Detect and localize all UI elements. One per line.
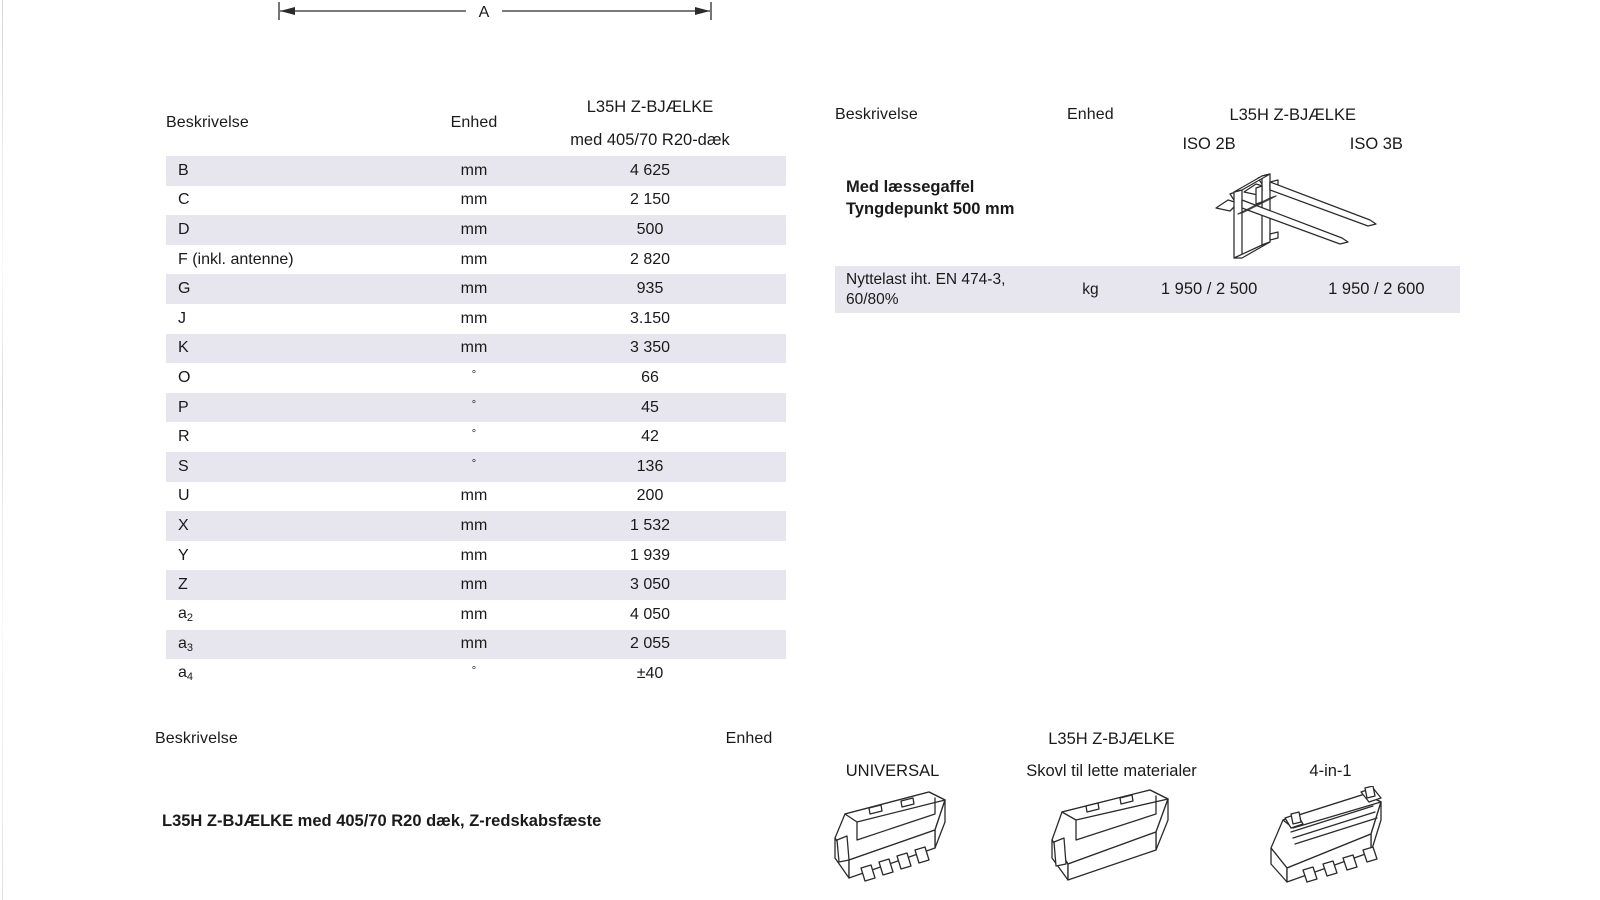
left-row-unit: mm (460, 191, 488, 209)
bottom-table-header-row-1 (155, 722, 1440, 756)
left-row-code: O (178, 368, 191, 386)
dim-arrowhead-right (695, 7, 710, 15)
left-row-value: 500 (514, 215, 786, 245)
left-row-unit: mm (460, 250, 488, 268)
left-table-row (166, 511, 786, 541)
degree-symbol-icon: ° (471, 664, 477, 677)
bottom-row-unit-empty (715, 756, 783, 886)
left-row-code: G (166, 274, 434, 304)
bottom-header-description: Beskrivelse (155, 730, 238, 747)
left-row-code: S (166, 452, 434, 482)
right-load-value-iso-2b: 1 950 / 2 500 (1125, 266, 1292, 313)
degree-symbol-icon: ° (471, 398, 477, 411)
left-table-row (166, 245, 786, 275)
left-row-unit: mm (434, 570, 514, 600)
left-row-value: 2 820 (629, 250, 671, 268)
bottom-header-attachment-light-material: Skovl til lette materialer (1026, 761, 1197, 780)
left-row-value: ±40 (636, 664, 664, 682)
left-row-value: 935 (514, 274, 786, 304)
left-table-row (166, 482, 786, 512)
left-row-value: 3 050 (514, 570, 786, 600)
left-row-unit: mm (434, 215, 514, 245)
left-row-value: 2 150 (629, 191, 671, 209)
left-row-code: $a_4$ (178, 664, 194, 684)
degree-symbol-icon: ° (471, 368, 477, 381)
left-header-description: Beskrivelse (166, 114, 249, 131)
left-table-row (166, 541, 786, 571)
right-table-header-row-2 (835, 130, 1460, 158)
left-row-unit (434, 363, 514, 393)
right-load-description (835, 266, 1055, 313)
left-row-value: 3 350 (514, 334, 786, 364)
bottom-attachment-table (155, 722, 1440, 886)
right-attachment-unit-empty (1055, 130, 1125, 266)
left-row-unit: mm (460, 309, 488, 327)
left-row-unit: mm (460, 546, 488, 564)
left-row-code: R (178, 428, 190, 446)
left-row-value: 136 (514, 452, 786, 482)
left-row-unit (434, 452, 514, 482)
left-row-value: 42 (641, 428, 659, 446)
universal-bucket-illustration (783, 786, 1002, 886)
left-header-model: L35H Z-BJÆLKE (586, 97, 714, 116)
left-header-variant: med 405/70 R20-dæk (570, 130, 730, 149)
left-row-value: 4 625 (514, 156, 786, 186)
left-table-row (166, 393, 786, 423)
left-table-row (166, 422, 786, 452)
left-row-code: X (166, 511, 434, 541)
left-row-code: U (178, 487, 190, 505)
right-header-model: L35H Z-BJÆLKE (1229, 105, 1356, 124)
left-table-row (166, 452, 786, 482)
degree-symbol-icon: ° (471, 428, 477, 441)
left-table-row (166, 659, 786, 689)
left-table-header-row-1 (166, 90, 786, 124)
degree-symbol-icon: ° (471, 457, 477, 470)
right-table-load-row (835, 266, 1460, 313)
left-row-unit (434, 422, 514, 452)
left-row-unit: mm (434, 334, 514, 364)
left-row-value: 2 055 (514, 630, 786, 660)
left-row-value: 3.150 (629, 309, 671, 327)
left-row-unit (434, 393, 514, 423)
left-row-unit: mm (434, 274, 514, 304)
left-row-code-subscript: 3 (186, 641, 194, 654)
right-load-description-line1: Nyttelast iht. EN 474-3, (846, 271, 1006, 289)
left-row-value: 4 050 (629, 605, 671, 623)
left-table-row (166, 215, 786, 245)
dimension-label-a: A (478, 4, 490, 21)
left-row-code-subscript: 4 (186, 671, 194, 684)
pallet-fork-illustration (1125, 158, 1460, 266)
right-fork-table (835, 100, 1460, 313)
right-attachment-description-line2: Tyngdepunkt 500 mm (846, 200, 1015, 218)
dim-arrowhead-left (280, 7, 295, 15)
left-row-code: Y (178, 546, 189, 564)
left-row-unit: mm (460, 487, 488, 505)
bottom-row-description: L35H Z-BJÆLKE med 405/70 R20 dæk, Z-redskabsfæste (162, 811, 602, 830)
right-attachment-description-line1: Med læssegaffel (846, 177, 975, 196)
left-table-row (166, 156, 786, 186)
left-row-code: D (166, 215, 434, 245)
left-header-unit: Enhed (450, 114, 498, 131)
left-table-row (166, 363, 786, 393)
right-header-unit: Enhed (1067, 106, 1114, 123)
left-table-row (166, 600, 786, 630)
left-row-value: 66 (641, 368, 659, 386)
left-row-code: B (166, 156, 434, 186)
left-row-unit: mm (434, 156, 514, 186)
right-header-description: Beskrivelse (835, 106, 918, 123)
left-row-code: J (178, 309, 186, 327)
left-table-row (166, 630, 786, 660)
left-spec-table (166, 90, 786, 689)
bottom-header-attachment-universal: UNIVERSAL (845, 761, 940, 780)
left-row-code: C (178, 191, 190, 209)
left-row-value: 1 939 (629, 546, 671, 564)
left-table-row (166, 274, 786, 304)
right-header-iso-2b: ISO 2B (1182, 134, 1236, 153)
left-row-code-subscript: 2 (186, 612, 194, 625)
bottom-header-unit: Enhed (725, 730, 773, 747)
light-material-bucket-illustration (1002, 786, 1221, 886)
left-row-unit: mm (434, 511, 514, 541)
left-table-body (166, 156, 786, 689)
left-row-value: 1 532 (514, 511, 786, 541)
left-row-unit (434, 659, 514, 689)
dimension-callout-a (270, 0, 720, 30)
bottom-table-header-row-2 (155, 756, 1440, 786)
left-table-row (166, 570, 786, 600)
left-row-code: K (166, 334, 434, 364)
left-row-code: $a_2$ (178, 605, 194, 625)
bottom-header-model: L35H Z-BJÆLKE (1048, 729, 1175, 748)
left-row-unit: mm (460, 605, 488, 623)
right-header-iso-3b: ISO 3B (1349, 134, 1403, 153)
left-row-unit: mm (434, 630, 514, 660)
left-table-row (166, 334, 786, 364)
right-load-value-iso-3b: 1 950 / 2 600 (1293, 266, 1460, 313)
right-table-header-row-1 (835, 100, 1460, 130)
left-row-code: Z (166, 570, 434, 600)
left-row-code: F (inkl. antenne) (178, 250, 294, 268)
left-row-value: 45 (514, 393, 786, 423)
right-load-description-line2: 60/80% (846, 290, 899, 308)
page-scan-edge (2, 0, 3, 900)
left-table-row (166, 304, 786, 334)
left-row-value: 200 (636, 487, 664, 505)
right-attachment-description (835, 130, 1055, 266)
left-row-code: P (166, 393, 434, 423)
right-load-unit: kg (1055, 266, 1125, 313)
left-table-row (166, 186, 786, 216)
bottom-header-attachment-4-in-1: 4-in-1 (1309, 761, 1352, 780)
left-row-code: $a_3$ (166, 630, 434, 660)
four-in-one-bucket-illustration (1221, 786, 1440, 886)
